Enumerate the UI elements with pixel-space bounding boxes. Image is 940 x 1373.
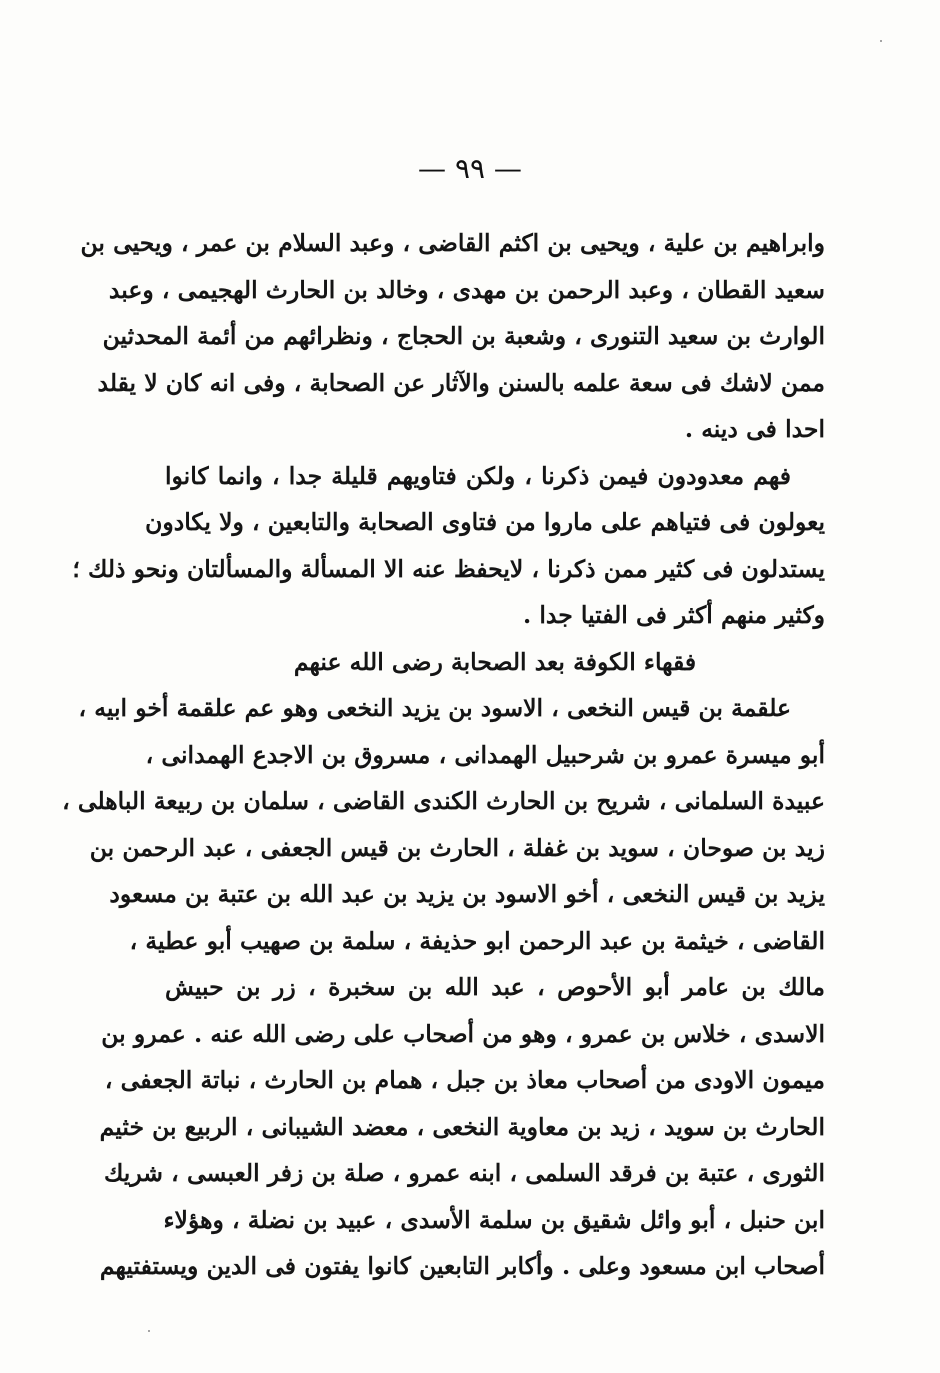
text-line: يستدلون فى كثير ممن ذكرنا ، لايحفظ عنه الا المسألة والمسألتان ونحو ذلك ؛ [72, 554, 825, 583]
text-line: عبيدة السلمانى ، شريح بن الحارث الكندى القاضى ، سلمان بن ربيعة الباهلى ، [62, 787, 825, 815]
section-heading: فقهاء الكوفة بعد الصحابة رضى الله عنهم [293, 647, 697, 676]
paragraph-start-line: علقمة بن قيس النخعى ، الاسود بن يزيد النخعى وهو عم علقمة أخو ابيه ، [78, 694, 791, 722]
text-line: ابن حنبل ، أبو وائل شقيق بن سلمة الأسدى ، عبيد بن نضلة ، وهؤلاء [163, 1205, 825, 1234]
text-line: ميمون الاودى من أصحاب معاذ بن جبل ، همام بن الحارث ، نباتة الجعفى ، [104, 1066, 825, 1094]
text-line: سعيد القطان ، وعبد الرحمن بن مهدى ، وخالد بن الحارث الهجيمى ، وعبد [108, 275, 825, 304]
text-line: أصحاب ابن مسعود وعلى . وأكابر التابعين كانوا يفتون فى الدين ويستفتيهم [99, 1252, 825, 1280]
text-line: يعولون فى فتياهم على ماروا من فتاوى الصحابة والتابعين ، ولا يكادون [145, 508, 825, 536]
text-line: الثورى ، عتبة بن فرقد السلمى ، ابنه عمرو ، صلة بن زفر العبسى ، شريك [104, 1159, 825, 1187]
page-number: — ٩٩ — [418, 152, 522, 185]
scan-speck [880, 40, 882, 42]
text-line: يزيد بن قيس النخعى ، أخو الاسود بن يزيد بن عبد الله بن عتبة بن مسعود [109, 880, 825, 908]
text-line: احدا فى دينه . [684, 415, 825, 443]
text-line: أبو ميسرة عمرو بن شرحبيل الهمدانى ، مسروق بن الاجدع الهمدانى ، [145, 740, 825, 769]
text-line: الحارث بن سويد ، زيد بن معاوية النخعى ، معضد الشيبانى ، الربيع بن خثيم [99, 1112, 825, 1141]
text-line: ممن لاشك فى سعة علمه بالسنن والآثار عن الصحابة ، وفى انه كان لا يقلد [97, 368, 825, 397]
text-line: وكثير منهم أكثر فى الفتيا جدا . [522, 601, 825, 629]
body-text [62, 220, 825, 1290]
text-line: الوارث بن سعيد التنورى ، وشعبة بن الحجاج ، ونظرائهم من أئمة المحدثين [102, 322, 825, 350]
paragraph-start-line: فهم معدودون فيمن ذكرنا ، ولكن فتاويهم قليلة جدا ، وانما كانوا [165, 461, 791, 490]
text-line: الاسدى ، خلاس بن عمرو ، وهو من أصحاب على رضى الله عنه . عمرو بن [101, 1019, 825, 1048]
text-line: القاضى ، خيثمة بن عبد الرحمن ابو حذيفة ، سلمة بن صهيب أبو عطية ، [129, 926, 825, 955]
scan-speck [148, 1330, 150, 1332]
text-line: زيد بن صوحان ، سويد بن غفلة ، الحارث بن قيس الجعفى ، عبد الرحمن بن [89, 833, 825, 862]
text-line: وابراهيم بن علية ، ويحيى بن اكثم القاضى ، وعبد السلام بن عمر ، ويحيى بن [80, 229, 825, 257]
text-line: مالك بن عامر أبو الأحوص ، عبد الله بن سخبرة ، زر بن حبيش [165, 973, 825, 1001]
